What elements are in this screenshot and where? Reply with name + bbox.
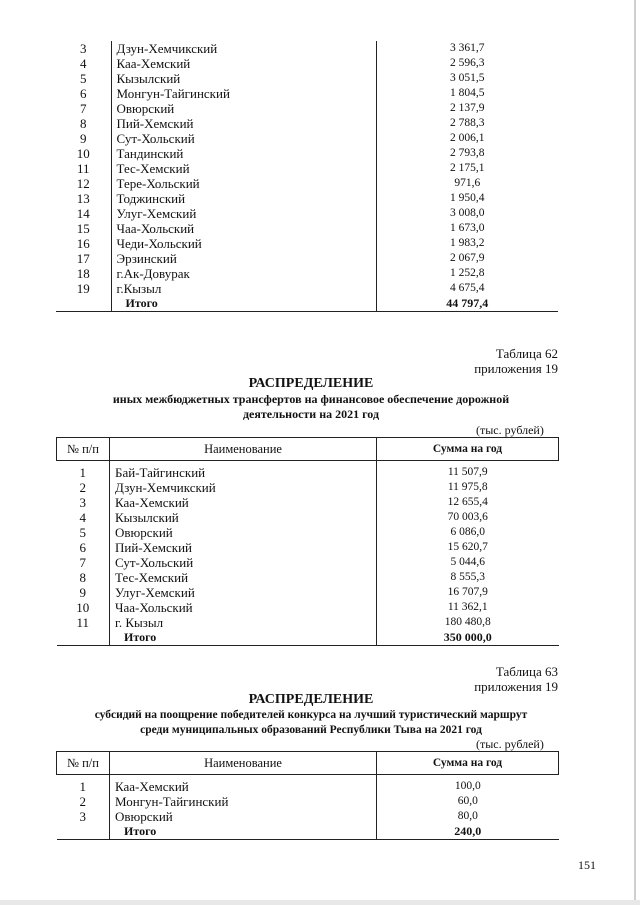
- table-row: [57, 495, 559, 510]
- total-sum: 350 000,0: [377, 630, 559, 646]
- table-row: [56, 191, 558, 206]
- table-row: [56, 236, 558, 251]
- row-sum: 100,0: [454, 780, 481, 792]
- page-edge-right: [634, 0, 636, 905]
- table-row: [56, 41, 558, 56]
- total-number: [57, 630, 110, 646]
- row-sum: 5 044,6: [450, 556, 485, 568]
- row-name: Чаа-Хольский: [110, 600, 377, 615]
- row-number: 6: [56, 86, 111, 101]
- table-row: [56, 71, 558, 86]
- row-name: Монгун-Тайгинский: [110, 794, 377, 809]
- row-name: Эрзинский: [111, 251, 376, 266]
- table62-header-num: № п/п: [57, 438, 110, 461]
- total-row: [56, 296, 558, 312]
- table-row: [57, 525, 559, 540]
- row-number: 13: [56, 191, 111, 206]
- row-number: 2: [57, 480, 110, 495]
- table-continuation-body: [56, 41, 558, 312]
- row-number: 3: [57, 495, 110, 510]
- row-name: Улуг-Хемский: [110, 585, 377, 600]
- table-row: [57, 615, 559, 630]
- row-sum: 1 252,8: [450, 267, 485, 279]
- total-sum: 240,0: [377, 824, 559, 840]
- total-sum: 44 797,4: [376, 296, 558, 312]
- table63-header-row: [57, 752, 559, 775]
- table-row: [57, 794, 559, 809]
- row-name: Кызылский: [110, 510, 377, 525]
- total-label: Итого: [110, 824, 377, 840]
- row-sum: 4 675,4: [450, 282, 485, 294]
- table62-header-sum: Сумма на год: [377, 438, 559, 461]
- page-number: 151: [578, 858, 596, 872]
- table-row: [56, 146, 558, 161]
- table62-caption-appendix: приложения 19: [474, 361, 558, 376]
- row-number: 9: [56, 131, 111, 146]
- row-number: 19: [56, 281, 111, 296]
- table63: [56, 751, 559, 840]
- row-name: Каа-Хемский: [110, 495, 377, 510]
- row-name: Чеди-Хольский: [111, 236, 376, 251]
- table-row: [56, 221, 558, 236]
- row-sum: 60,0: [457, 795, 478, 807]
- table63-subtitle-2: среди муниципальных образований Республики Тыва на 2021 год: [140, 724, 482, 736]
- row-name: Монгун-Тайгинский: [111, 86, 376, 101]
- table-row: [57, 775, 559, 795]
- row-sum: 6 086,0: [450, 526, 485, 538]
- row-name: Пий-Хемский: [111, 116, 376, 131]
- row-number: 8: [57, 570, 110, 585]
- row-sum: 11 362,1: [447, 601, 488, 613]
- row-name: Тоджинский: [111, 191, 376, 206]
- row-number: 8: [56, 116, 111, 131]
- table62-heading: РАСПРЕДЕЛЕНИЕ: [248, 376, 374, 391]
- row-sum: 180 480,8: [444, 616, 491, 628]
- table-row: [56, 101, 558, 116]
- row-name: г.Кызыл: [111, 281, 376, 296]
- row-sum: 3 008,0: [450, 207, 485, 219]
- page-edge-bottom: [0, 900, 640, 905]
- row-sum: 2 175,1: [450, 162, 485, 174]
- row-sum: 2 067,9: [450, 252, 485, 264]
- row-number: 6: [57, 540, 110, 555]
- table63-caption: [360, 664, 558, 694]
- table-row: [57, 600, 559, 615]
- table-row: [57, 555, 559, 570]
- table-row: [56, 176, 558, 191]
- table-continuation: [56, 41, 558, 312]
- table-row: [56, 131, 558, 146]
- row-number: 17: [56, 251, 111, 266]
- row-sum: 3 051,5: [450, 72, 485, 84]
- row-number: 10: [56, 146, 111, 161]
- row-name: Дзун-Хемчикский: [110, 480, 377, 495]
- row-name: Пий-Хемский: [110, 540, 377, 555]
- table62-body: [57, 461, 559, 646]
- row-name: Овюрский: [110, 809, 377, 824]
- row-sum: 12 655,4: [447, 496, 488, 508]
- row-sum: 2 596,3: [450, 57, 485, 69]
- row-name: Тере-Хольский: [111, 176, 376, 191]
- row-name: Чаа-Хольский: [111, 221, 376, 236]
- table62-caption: [360, 346, 558, 376]
- table-row: [56, 206, 558, 221]
- row-number: 15: [56, 221, 111, 236]
- table-row: [57, 461, 559, 481]
- row-name: Тес-Хемский: [110, 570, 377, 585]
- table63-subtitle-1: субсидий на поощрение победителей конкурса на лучший туристический маршрут: [94, 709, 528, 721]
- row-sum: 80,0: [457, 810, 478, 822]
- table62-caption-number: Таблица 62: [495, 346, 558, 361]
- total-number: [56, 296, 111, 312]
- row-name: г. Кызыл: [110, 615, 377, 630]
- total-row: [57, 630, 559, 646]
- table63-caption-number: Таблица 63: [495, 664, 558, 679]
- row-number: 18: [56, 266, 111, 281]
- row-number: 11: [56, 161, 111, 176]
- table63-title: [50, 692, 572, 738]
- table63-caption-appendix: приложения 19: [474, 679, 558, 694]
- row-number: 1: [57, 775, 110, 795]
- table62-units: (тыс. рублей): [476, 423, 544, 437]
- row-number: 10: [57, 600, 110, 615]
- row-sum: 1 950,4: [450, 192, 485, 204]
- row-number: 12: [56, 176, 111, 191]
- table62-title: [56, 376, 566, 422]
- row-number: 4: [56, 56, 111, 71]
- row-number: 14: [56, 206, 111, 221]
- row-sum: 15 620,7: [447, 541, 488, 553]
- row-number: 7: [56, 101, 111, 116]
- table62-subtitle-1: иных межбюджетных трансфертов на финансовое обеспечение дорожной: [112, 392, 510, 406]
- table-row: [57, 540, 559, 555]
- table62-subtitle-2: деятельности на 2021 год: [242, 407, 380, 421]
- row-number: 3: [57, 809, 110, 824]
- total-label: Итого: [111, 296, 376, 312]
- row-name: Бай-Тайгинский: [110, 461, 377, 481]
- row-sum: 1 673,0: [450, 222, 485, 234]
- table-row: [57, 585, 559, 600]
- row-name: Овюрский: [111, 101, 376, 116]
- row-number: 7: [57, 555, 110, 570]
- row-name: Дзун-Хемчикский: [111, 41, 376, 56]
- table62-header-name: Наименование: [110, 438, 377, 461]
- row-sum: 16 707,9: [447, 586, 488, 598]
- row-name: Сут-Хольский: [110, 555, 377, 570]
- row-number: 3: [56, 41, 111, 56]
- row-sum: 1 983,2: [450, 237, 485, 249]
- table-row: [56, 281, 558, 296]
- table63-header-sum: Сумма на год: [377, 752, 559, 775]
- row-name: Тандинский: [111, 146, 376, 161]
- row-sum: 3 361,7: [450, 42, 485, 54]
- table63-units: (тыс. рублей): [476, 737, 544, 751]
- total-number: [57, 824, 110, 840]
- row-number: 16: [56, 236, 111, 251]
- row-name: Овюрский: [110, 525, 377, 540]
- row-sum: 11 975,8: [447, 481, 488, 493]
- table-row: [56, 161, 558, 176]
- row-number: 4: [57, 510, 110, 525]
- row-sum: 1 804,5: [450, 87, 485, 99]
- row-sum: 2 006,1: [450, 132, 485, 144]
- table-row: [56, 56, 558, 71]
- row-number: 5: [57, 525, 110, 540]
- table-row: [56, 116, 558, 131]
- row-number: 5: [56, 71, 111, 86]
- table63-header-name: Наименование: [110, 752, 377, 775]
- row-sum: 971,6: [454, 177, 481, 189]
- table-row: [57, 570, 559, 585]
- row-name: Каа-Хемский: [111, 56, 376, 71]
- table62-header-row: [57, 438, 559, 461]
- row-sum: 2 788,3: [450, 117, 485, 129]
- table-row: [57, 480, 559, 495]
- row-number: 11: [57, 615, 110, 630]
- row-name: Сут-Хольский: [111, 131, 376, 146]
- row-sum: 2 137,9: [450, 102, 485, 114]
- row-name: Кызылский: [111, 71, 376, 86]
- table-row: [56, 251, 558, 266]
- table-row: [56, 266, 558, 281]
- table62: [56, 437, 559, 646]
- row-name: Каа-Хемский: [110, 775, 377, 795]
- table-row: [56, 86, 558, 101]
- row-sum: 70 003,6: [447, 511, 488, 523]
- row-name: г.Ак-Довурак: [111, 266, 376, 281]
- row-sum: 2 793,8: [450, 147, 485, 159]
- table63-heading: РАСПРЕДЕЛЕНИЕ: [248, 692, 374, 707]
- row-number: 2: [57, 794, 110, 809]
- total-row: [57, 824, 559, 840]
- row-sum: 11 507,9: [447, 466, 488, 478]
- total-label: Итого: [110, 630, 377, 646]
- row-sum: 8 555,3: [450, 571, 485, 583]
- row-number: 9: [57, 585, 110, 600]
- table63-header-num: № п/п: [57, 752, 110, 775]
- table-row: [57, 510, 559, 525]
- table63-body: [57, 775, 559, 840]
- table-row: [57, 809, 559, 824]
- row-name: Улуг-Хемский: [111, 206, 376, 221]
- row-name: Тес-Хемский: [111, 161, 376, 176]
- row-number: 1: [57, 461, 110, 481]
